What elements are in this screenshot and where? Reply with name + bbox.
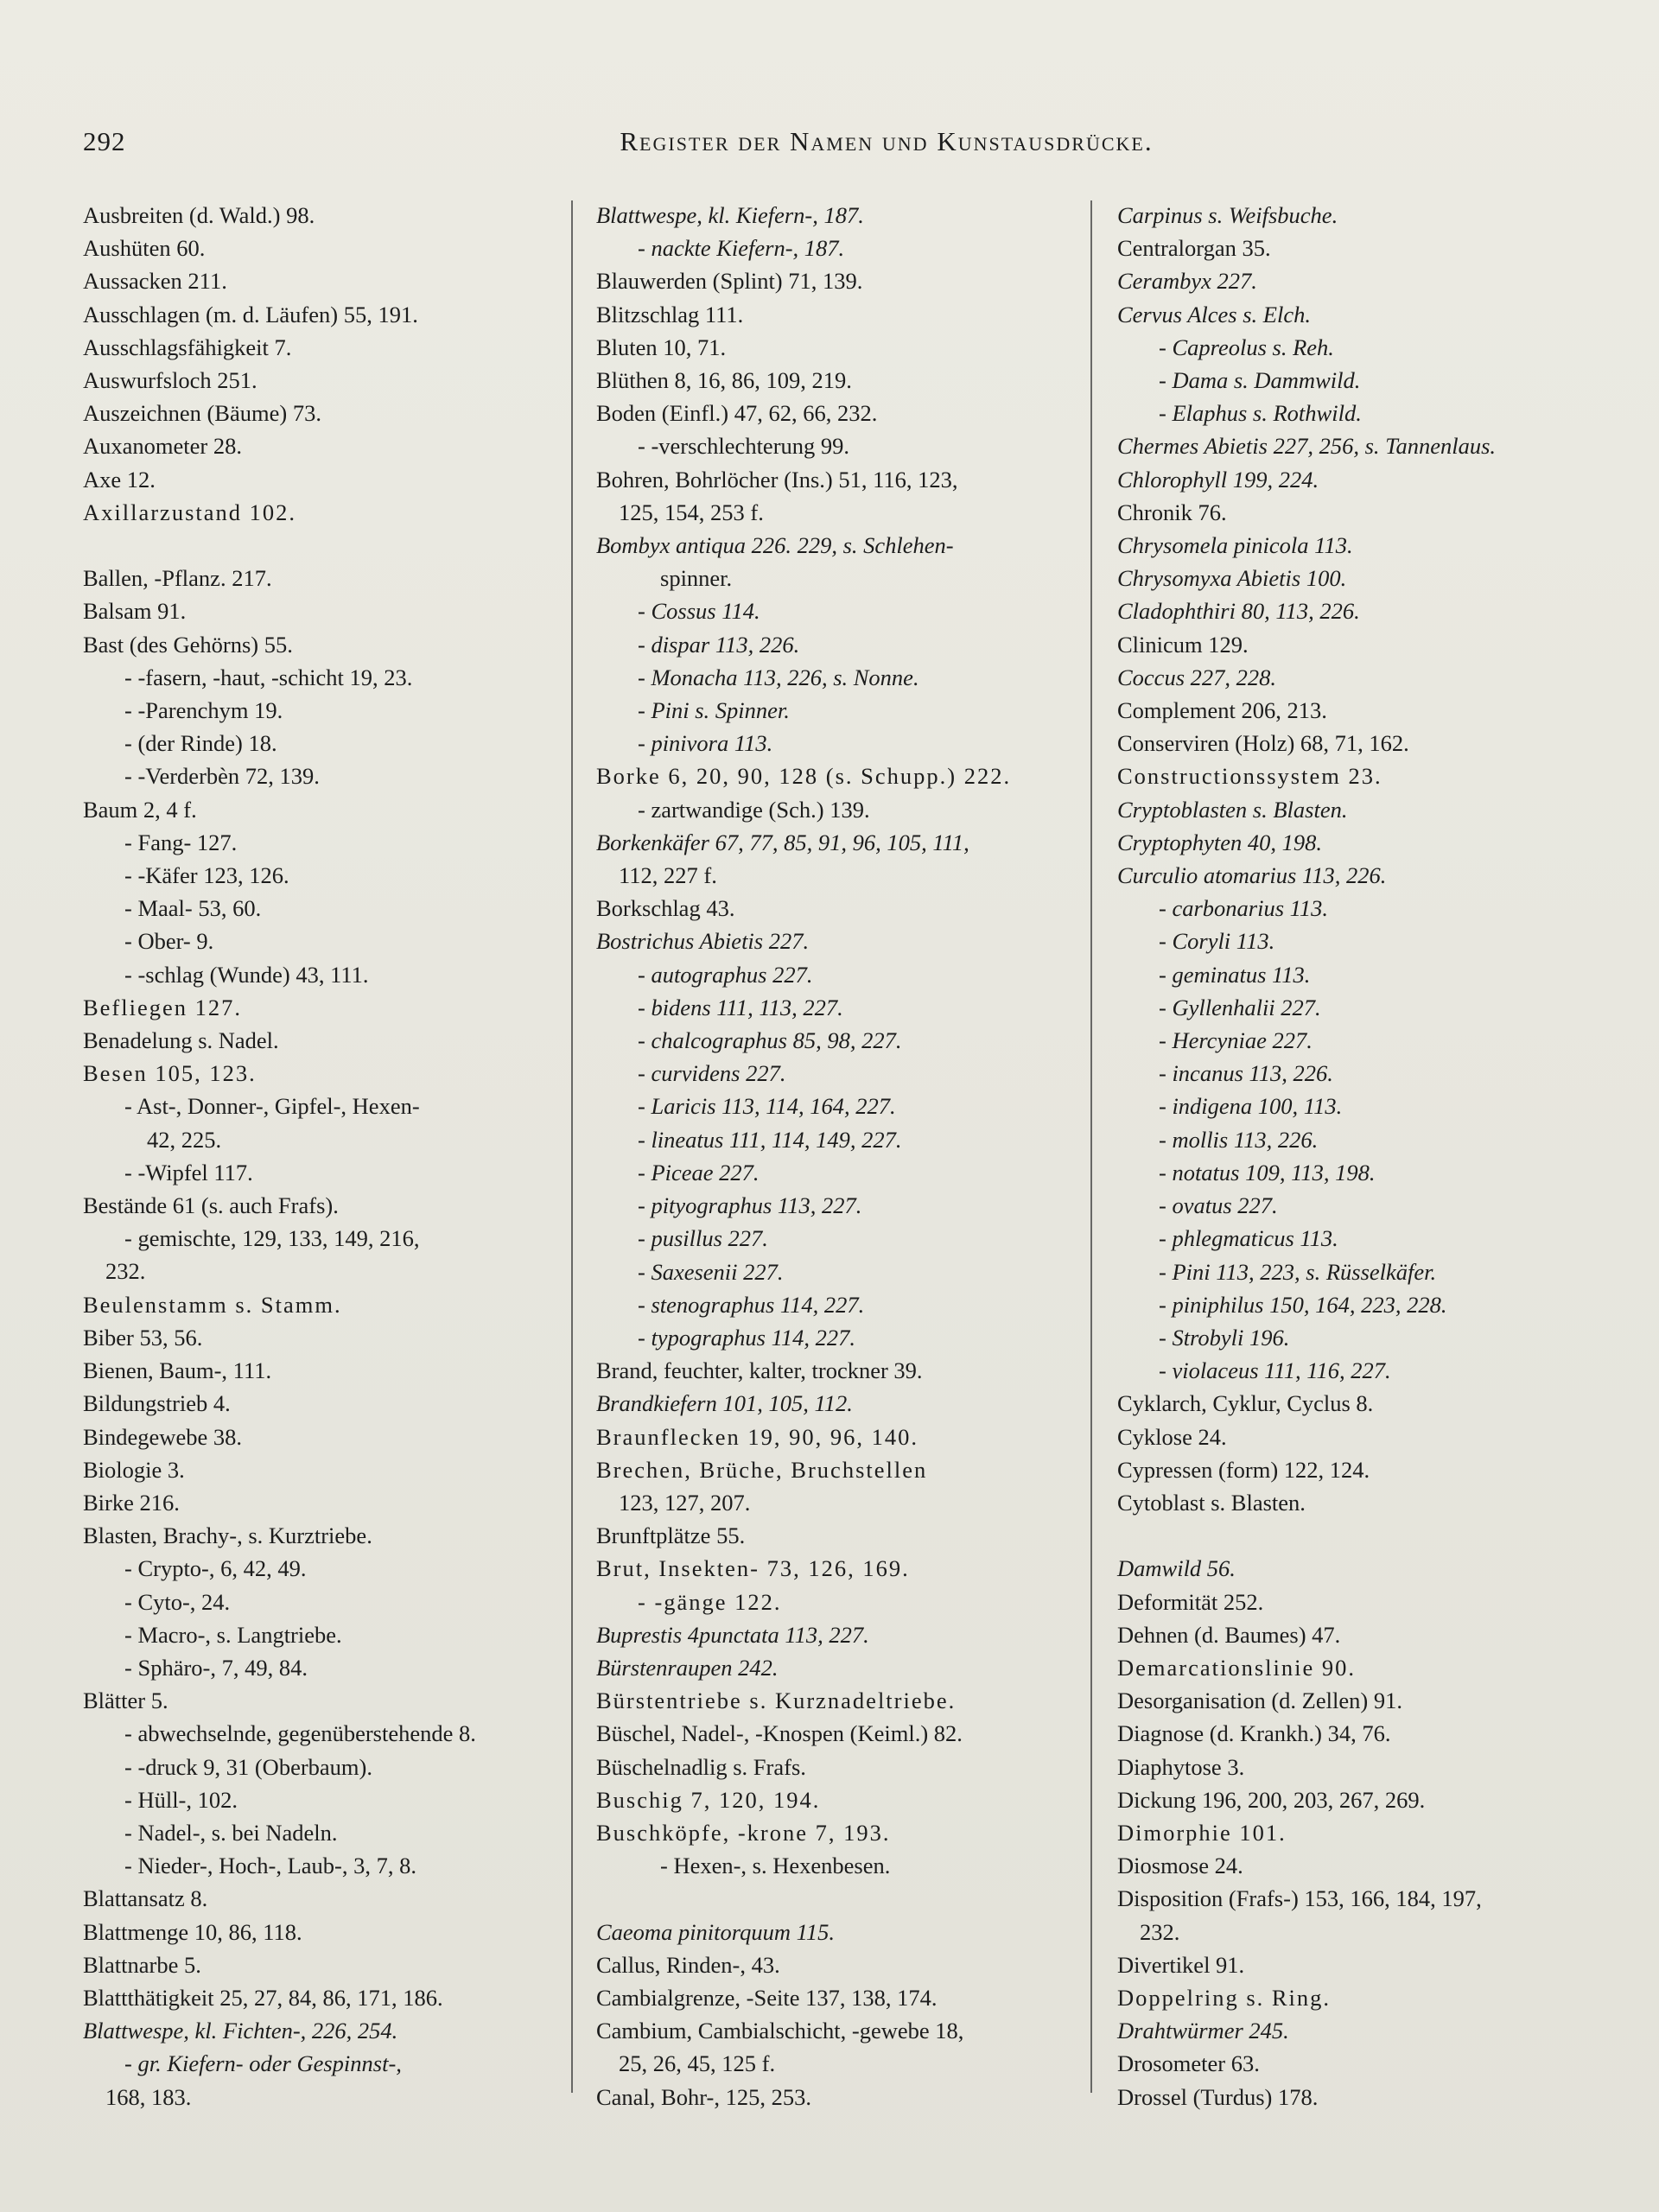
- index-entry: Coccus 227, 228.: [1117, 664, 1277, 690]
- index-entry: Cladophthiri 80, 113, 226.: [1117, 598, 1360, 625]
- index-entry: - Hexen-, s. Hexenbesen.: [660, 1853, 891, 1879]
- page-header: [83, 126, 1576, 164]
- index-entry: - Coryli 113.: [1159, 928, 1275, 955]
- index-entry: 232.: [1140, 1918, 1180, 1945]
- index-entry: Brandkiefern 101, 105, 112.: [596, 1390, 853, 1417]
- index-entry: - curvidens 227.: [638, 1060, 786, 1087]
- index-entry: Braunflecken 19, 90, 96, 140.: [596, 1423, 918, 1450]
- index-entry: Cerambyx 227.: [1117, 268, 1257, 295]
- index-column-2: [596, 199, 1080, 2113]
- index-entry: - Fang- 127.: [124, 829, 238, 855]
- index-entry: Caeoma pinitorquum 115.: [596, 1918, 836, 1945]
- index-entry: - typographus 114, 227.: [638, 1324, 855, 1351]
- index-entry: - -verschlechterung 99.: [638, 433, 850, 460]
- index-entry: - carbonarius 113.: [1159, 895, 1329, 922]
- index-entry: - Ast-, Donner-, Gipfel-, Hexen-: [124, 1093, 420, 1120]
- index-entry: - Dama s. Dammwild.: [1159, 367, 1361, 394]
- index-entry: - -schlag (Wunde) 43, 111.: [124, 961, 369, 988]
- index-entry: 125, 154, 253 f.: [619, 499, 764, 525]
- index-entry: - -Parenchym 19.: [124, 697, 283, 724]
- index-entry: - notatus 109, 113, 198.: [1159, 1159, 1376, 1185]
- index-entry: Buschig 7, 120, 194.: [596, 1786, 821, 1813]
- index-entry: Cyklarch, Cyklur, Cyclus 8.: [1117, 1390, 1374, 1417]
- index-entry: Drossel (Turdus) 178.: [1117, 2083, 1319, 2110]
- index-entry: Borke 6, 20, 90, 128 (s. Schupp.) 222.: [596, 763, 1012, 790]
- index-entry: Blauwerden (Splint) 71, 139.: [596, 268, 863, 295]
- index-entry: - autographus 227.: [638, 961, 813, 988]
- index-entry: Brechen, Brüche, Bruchstellen: [596, 1456, 928, 1483]
- index-entry: Cytoblast s. Blasten.: [1117, 1489, 1306, 1516]
- index-entry: Befliegen 127.: [83, 994, 243, 1020]
- index-entry: - Maal- 53, 60.: [124, 895, 262, 922]
- section-gap: [596, 1882, 1080, 1915]
- index-entry: - Crypto-, 6, 42, 49.: [124, 1555, 307, 1582]
- index-entry: Cervus Alces s. Elch.: [1117, 301, 1311, 327]
- index-entry: - piniphilus 150, 164, 223, 228.: [1159, 1291, 1447, 1318]
- index-entry: - chalcographus 85, 98, 227.: [638, 1027, 902, 1054]
- index-entry: - bidens 111, 113, 227.: [638, 994, 843, 1020]
- index-entry: Canal, Bohr-, 125, 253.: [596, 2083, 811, 2110]
- index-entry: - stenographus 114, 227.: [638, 1291, 865, 1318]
- index-entry: - Saxesenii 227.: [638, 1258, 784, 1285]
- index-entry: 25, 26, 45, 125 f.: [619, 2050, 776, 2077]
- index-entry: - nackte Kiefern-, 187.: [638, 235, 845, 262]
- index-entry: 42, 225.: [147, 1126, 222, 1153]
- index-entry: Cambialgrenze, -Seite 137, 138, 174.: [596, 1984, 938, 2011]
- index-entry: - Nieder-, Hoch-, Laub-, 3, 7, 8.: [124, 1853, 416, 1879]
- index-entry: - gr. Kiefern- oder Gespinnst-,: [124, 2050, 402, 2077]
- index-entry: Blattnarbe 5.: [83, 1951, 201, 1978]
- index-entry: Dickung 196, 200, 203, 267, 269.: [1117, 1786, 1426, 1813]
- index-entry: Chlorophyll 199, 224.: [1117, 466, 1319, 493]
- index-entry: - Hercyniae 227.: [1159, 1027, 1313, 1054]
- index-entry: - Capreolus s. Reh.: [1159, 334, 1334, 360]
- index-entry: Biologie 3.: [83, 1456, 185, 1483]
- index-entry: Brut, Insekten- 73, 126, 169.: [596, 1555, 910, 1582]
- index-entry: - zartwandige (Sch.) 139.: [638, 796, 870, 823]
- index-entry: - Macro-, s. Langtriebe.: [124, 1621, 342, 1648]
- index-entry: Bürstentriebe s. Kurznadeltriebe.: [596, 1688, 957, 1714]
- index-entry: Clinicum 129.: [1117, 631, 1249, 658]
- index-entry: - -gänge 122.: [638, 1588, 782, 1615]
- index-entry: - pityographus 113, 227.: [638, 1192, 862, 1219]
- index-entry: - incanus 113, 226.: [1159, 1060, 1333, 1087]
- index-entry: Ausschlagen (m. d. Läufen) 55, 191.: [83, 301, 418, 327]
- index-entry: Diagnose (d. Krankh.) 34, 76.: [1117, 1720, 1391, 1747]
- index-entry: 168, 183.: [105, 2083, 192, 2110]
- index-entry: - geminatus 113.: [1159, 961, 1311, 988]
- index-entry: Biber 53, 56.: [83, 1324, 203, 1351]
- index-entry: - lineatus 111, 114, 149, 227.: [638, 1126, 902, 1153]
- index-entry: - dispar 113, 226.: [638, 631, 800, 658]
- section-gap: [83, 529, 567, 562]
- index-entry: - gemischte, 129, 133, 149, 216,: [124, 1225, 420, 1252]
- index-entry: Constructionssystem 23.: [1117, 763, 1382, 790]
- index-entry: - Laricis 113, 114, 164, 227.: [638, 1093, 896, 1120]
- index-entry: - -fasern, -haut, -schicht 19, 23.: [124, 664, 413, 690]
- index-entry: Cambium, Cambialschicht, -gewebe 18,: [596, 2018, 964, 2044]
- index-entry: Diosmose 24.: [1117, 1853, 1243, 1879]
- index-entry: - Nadel-, s. bei Nadeln.: [124, 1819, 338, 1846]
- index-entry: Divertikel 91.: [1117, 1951, 1245, 1978]
- index-entry: - -Wipfel 117.: [124, 1159, 253, 1185]
- index-entry: - phlegmaticus 113.: [1159, 1225, 1338, 1252]
- index-column-3: [1117, 199, 1610, 2113]
- index-entry: Chrysomela pinicola 113.: [1117, 532, 1353, 559]
- index-entry: Demarcationslinie 90.: [1117, 1654, 1357, 1681]
- index-entry: Buschköpfe, -krone 7, 193.: [596, 1819, 891, 1846]
- index-entry: - Cossus 114.: [638, 598, 760, 625]
- index-entry: Boden (Einfl.) 47, 62, 66, 232.: [596, 400, 878, 427]
- index-entry: Dehnen (d. Baumes) 47.: [1117, 1621, 1341, 1648]
- index-column-1: [83, 199, 567, 2113]
- index-entry: Deformität 252.: [1117, 1588, 1264, 1615]
- index-entry: Ausbreiten (d. Wald.) 98.: [83, 202, 315, 228]
- index-entry: Ballen, -Pflanz. 217.: [83, 565, 272, 592]
- running-title: Register der Namen und Kunstausdrücke.: [620, 126, 1154, 156]
- index-entry: Cypressen (form) 122, 124.: [1117, 1456, 1370, 1483]
- index-entry: - pinivora 113.: [638, 730, 773, 757]
- index-entry: Birke 216.: [83, 1489, 180, 1516]
- index-entry: Disposition (Frafs-) 153, 166, 184, 197,: [1117, 1885, 1482, 1912]
- index-entry: Chrysomyxa Abietis 100.: [1117, 565, 1347, 592]
- index-entry: - -Käfer 123, 126.: [124, 862, 289, 889]
- index-entry: Blattansatz 8.: [83, 1885, 208, 1912]
- index-entry: Blitzschlag 111.: [596, 301, 744, 327]
- index-entry: Besen 105, 123.: [83, 1060, 257, 1087]
- index-entry: - ovatus 227.: [1159, 1192, 1278, 1219]
- index-entry: Desorganisation (d. Zellen) 91.: [1117, 1688, 1402, 1714]
- index-entry: - Monacha 113, 226, s. Nonne.: [638, 664, 919, 690]
- section-gap: [1117, 1519, 1610, 1552]
- index-entry: Bombyx antiqua 226. 229, s. Schlehen-: [596, 532, 954, 559]
- index-entry: Cryptophyten 40, 198.: [1117, 829, 1322, 855]
- index-entry: Blüthen 8, 16, 86, 109, 219.: [596, 367, 852, 394]
- index-entry: - Pini s. Spinner.: [638, 697, 790, 724]
- index-entry: Balsam 91.: [83, 598, 187, 625]
- index-entry: - Strobyli 196.: [1159, 1324, 1290, 1351]
- index-entry: - pusillus 227.: [638, 1225, 768, 1252]
- index-entry: - Gyllenhalii 227.: [1159, 994, 1321, 1020]
- index-entry: 123, 127, 207.: [619, 1489, 751, 1516]
- index-entry: Baum 2, 4 f.: [83, 796, 197, 823]
- index-entry: Axe 12.: [83, 466, 156, 493]
- index-entry: Benadelung s. Nadel.: [83, 1027, 279, 1054]
- index-entry: Bindegewebe 38.: [83, 1423, 242, 1450]
- index-entry: Blattthätigkeit 25, 27, 84, 86, 171, 186.: [83, 1984, 443, 2011]
- page-number: 292: [83, 126, 126, 156]
- index-entry: Bestände 61 (s. auch Frafs).: [83, 1192, 339, 1219]
- index-entry: - -Verderbèn 72, 139.: [124, 763, 320, 790]
- index-entry: Dimorphie 101.: [1117, 1819, 1287, 1846]
- index-entry: Beulenstamm s. Stamm.: [83, 1291, 342, 1318]
- index-entry: - Hüll-, 102.: [124, 1786, 238, 1813]
- index-entry: Cryptoblasten s. Blasten.: [1117, 796, 1348, 823]
- index-entry: - Elaphus s. Rothwild.: [1159, 400, 1362, 427]
- index-entry: Callus, Rinden-, 43.: [596, 1951, 780, 1978]
- index-entry: Doppelring s. Ring.: [1117, 1984, 1332, 2011]
- index-entry: Complement 206, 213.: [1117, 697, 1327, 724]
- index-entry: spinner.: [660, 565, 733, 592]
- index-entry: Bohren, Bohrlöcher (Ins.) 51, 116, 123,: [596, 466, 958, 493]
- index-columns: [0, 199, 1659, 2126]
- index-entry: - Piceae 227.: [638, 1159, 760, 1185]
- index-entry: Büschel, Nadel-, -Knospen (Keiml.) 82.: [596, 1720, 963, 1747]
- index-entry: Blattwespe, kl. Fichten-, 226, 254.: [83, 2018, 398, 2044]
- index-entry: - abwechselnde, gegenüberstehende 8.: [124, 1720, 476, 1747]
- index-entry: Büschelnadlig s. Frafs.: [596, 1753, 806, 1780]
- index-entry: Borkschlag 43.: [596, 895, 735, 922]
- index-entry: Chronik 76.: [1117, 499, 1227, 525]
- index-entry: - mollis 113, 226.: [1159, 1126, 1319, 1153]
- index-entry: 112, 227 f.: [619, 862, 717, 889]
- index-entry: - Cyto-, 24.: [124, 1588, 231, 1615]
- index-entry: Brunftplätze 55.: [596, 1522, 746, 1549]
- index-entry: - (der Rinde) 18.: [124, 730, 277, 757]
- index-entry: Carpinus s. Weifsbuche.: [1117, 202, 1338, 228]
- index-entry: Bienen, Baum-, 111.: [83, 1357, 272, 1384]
- index-entry: - violaceus 111, 116, 227.: [1159, 1357, 1391, 1384]
- index-entry: - Ober- 9.: [124, 928, 214, 955]
- index-entry: 232.: [105, 1258, 146, 1285]
- index-entry: Centralorgan 35.: [1117, 235, 1271, 262]
- index-entry: Drahtwürmer 245.: [1117, 2018, 1289, 2044]
- index-entry: Buprestis 4punctata 113, 227.: [596, 1621, 869, 1648]
- index-entry: Ausschlagsfähigkeit 7.: [83, 334, 292, 360]
- index-entry: Borkenkäfer 67, 77, 85, 91, 96, 105, 111,: [596, 829, 969, 855]
- index-entry: Auxanometer 28.: [83, 433, 242, 460]
- index-entry: Curculio atomarius 113, 226.: [1117, 862, 1387, 889]
- index-entry: - Sphäro-, 7, 49, 84.: [124, 1654, 308, 1681]
- index-entry: Bostrichus Abietis 227.: [596, 928, 810, 955]
- index-entry: - Pini 113, 223, s. Rüsselkäfer.: [1159, 1258, 1437, 1285]
- index-entry: Blattwespe, kl. Kiefern-, 187.: [596, 202, 864, 228]
- index-entry: Brand, feuchter, kalter, trockner 39.: [596, 1357, 923, 1384]
- index-entry: Bürstenraupen 242.: [596, 1654, 779, 1681]
- index-entry: Bluten 10, 71.: [596, 334, 727, 360]
- index-entry: Diaphytose 3.: [1117, 1753, 1245, 1780]
- index-entry: Chermes Abietis 227, 256, s. Tannenlaus.: [1117, 433, 1497, 460]
- index-entry: Aushüten 60.: [83, 235, 206, 262]
- index-entry: Axillarzustand 102.: [83, 499, 297, 525]
- index-entry: Blattmenge 10, 86, 118.: [83, 1918, 302, 1945]
- index-entry: Cyklose 24.: [1117, 1423, 1227, 1450]
- index-entry: - -druck 9, 31 (Oberbaum).: [124, 1753, 372, 1780]
- index-entry: Auszeichnen (Bäume) 73.: [83, 400, 321, 427]
- index-entry: Drosometer 63.: [1117, 2050, 1260, 2077]
- index-entry: Damwild 56.: [1117, 1555, 1236, 1582]
- index-entry: Blätter 5.: [83, 1688, 168, 1714]
- index-entry: Aussacken 211.: [83, 268, 227, 295]
- index-entry: Bast (des Gehörns) 55.: [83, 631, 293, 658]
- index-entry: Conserviren (Holz) 68, 71, 162.: [1117, 730, 1409, 757]
- index-entry: Bildungstrieb 4.: [83, 1390, 231, 1417]
- index-entry: Auswurfsloch 251.: [83, 367, 257, 394]
- index-entry: Blasten, Brachy-, s. Kurztriebe.: [83, 1522, 372, 1549]
- index-entry: - indigena 100, 113.: [1159, 1093, 1343, 1120]
